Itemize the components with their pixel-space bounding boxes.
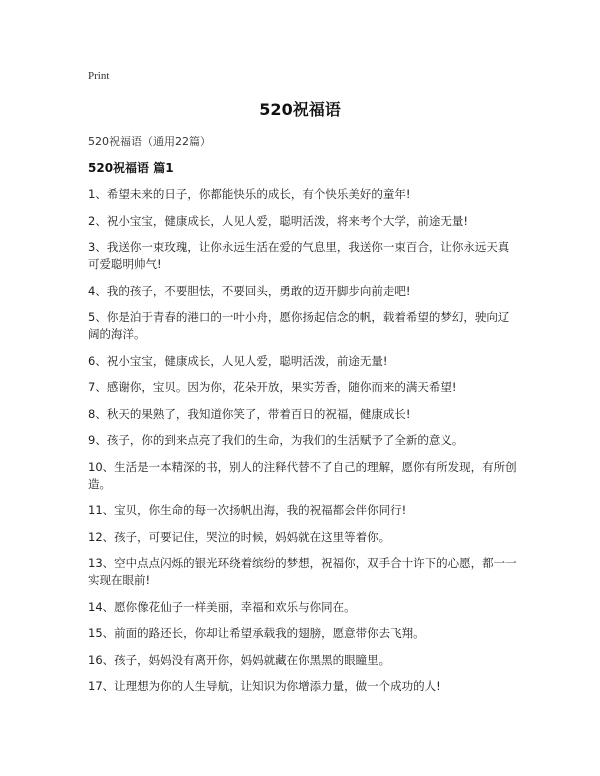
list-item: 8、秋天的果熟了，我知道你笑了，带着百日的祝福，健康成长! <box>88 406 411 421</box>
page-title: 520祝福语 <box>259 100 341 119</box>
list-item: 5、你是泊于青春的港口的一叶小舟，愿你扬起信念的帆，载着希望的梦幻，驶向辽阔的海洋。 <box>88 310 510 341</box>
document-subtitle: 520祝福语（通用22篇） <box>88 135 211 148</box>
list-item: 16、孩子，妈妈没有离开你，妈妈就藏在你黑黑的眼瞳里。 <box>88 652 391 667</box>
section-heading: 520祝福语 篇1 <box>88 161 174 175</box>
list-item: 6、祝小宝宝，健康成长，人见人爱，聪明活泼，前途无量! <box>88 353 388 368</box>
list-item: 11、宝贝，你生命的每一次扬帆出海，我的祝福都会伴你同行! <box>88 503 407 517</box>
list-item: 14、愿你像花仙子一样美丽，幸福和欢乐与你同在。 <box>88 599 356 614</box>
list-item: 10、生活是一本精深的书，别人的注释代替不了自己的理解，愿你有所发现，有所创造。 <box>88 459 517 491</box>
list-item: 17、让理想为你的人生导航，让知识为你增添力量，做一个成功的人! <box>88 679 441 693</box>
list-item: 2、祝小宝宝，健康成长，人见人爱，聪明活泼，将来考个大学，前途无量! <box>88 213 468 228</box>
list-item: 3、我送你一束玫瑰，让你永远生活在爱的气息里，我送你一束百合，让你永远天真可爱聪明帅气! <box>88 240 510 271</box>
list-item: 1、希望未来的日子，你都能快乐的成长，有个快乐美好的童年! <box>88 187 411 201</box>
print-label: Print <box>88 70 110 82</box>
list-item: 12、孩子，可要记住，哭泣的时候，妈妈就在这里等着你。 <box>88 529 391 544</box>
list-item: 13、空中点点闪烁的银光环绕着缤纷的梦想，祝福你，双手合十许下的心愿，都一一实现在眼前! <box>88 556 517 587</box>
list-item: 4、我的孩子，不要胆怯，不要回头，勇敢的迈开脚步向前走吧! <box>88 283 411 298</box>
blessing-list <box>88 186 520 705</box>
list-item: 15、前面的路还长，你却让希望承载我的翅膀，愿意带你去飞翔。 <box>88 626 425 640</box>
list-item: 7、感谢你，宝贝。因为你，花朵开放，果实芳香，随你而来的满天希望! <box>88 380 457 394</box>
list-item: 9、孩子，你的到来点亮了我们的生命，为我们的生活赋予了全新的意义。 <box>88 433 464 447</box>
